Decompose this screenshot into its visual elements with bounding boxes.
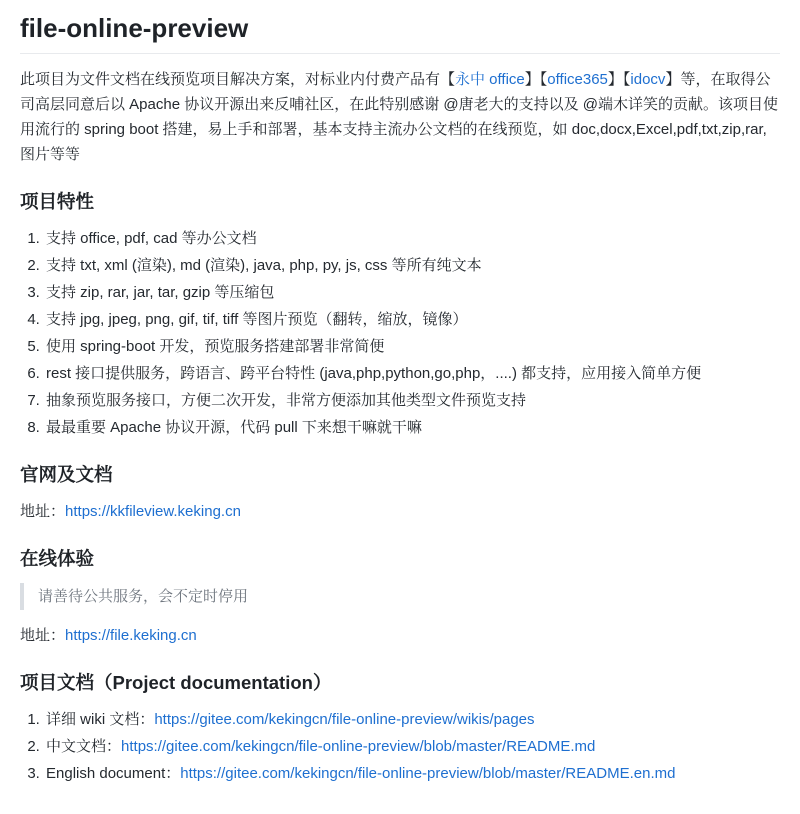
intro-bracket-sep-1: 】【 [524,71,548,88]
feature-item: 3. 支持 zip, rar, jar, tar, gzip 等压缩包 [44,280,780,305]
demo-address-line [20,623,780,648]
demo-note-blockquote [20,583,780,610]
feature-item: 8. 最最重要 Apache 协议开源，代码 pull 下来想干嘛就干嘛 [44,415,780,440]
website-address-line [20,499,780,524]
feature-item: 7. 抽象预览服务接口，方便二次开发，非常方便添加其他类型文件预览支持 [44,388,780,413]
wiki-docs-link[interactable]: https://gitee.com/kekingcn/file-online-preview/wikis/pages [154,711,535,728]
docs-list [20,707,780,786]
intro-paragraph [20,67,780,167]
doc-link-item [44,734,780,759]
features-heading: 项目特性 [20,191,95,212]
features-list [20,226,780,440]
intro-text-after: 】等，在取得公司高层同意后以 Apache 协议开源出来反哺社区，在此特别感谢 @唐老大的支持以及 @端木详笑的贡献。该项目使用流行的 spring boot 搭建，易上手和部署，基本支持主流办公文档的在线预览，如 doc,docx,Excel,pdf,txt,zip,rar, 图片等等 [20,71,779,163]
feature-item: 5. 使用 spring-boot 开发，预览服务搭建部署非常简便 [44,334,780,359]
feature-item: 4. 支持 jpg, jpeg, png, gif, tif, tiff 等图片预览（翻转，缩放，镜像） [44,307,780,332]
feature-item: 6. rest 接口提供服务，跨语言、跨平台特性 (java,php,python,go,php，....) 都支持，应用接入简单方便 [44,361,780,386]
link-office365[interactable]: office365 [547,71,608,88]
doc-link-item [44,707,780,732]
doc-link-label: English document： [46,765,181,782]
link-yozo-office[interactable]: 永中 office [455,71,525,88]
doc-link-item [44,761,780,786]
english-readme-link[interactable]: https://gitee.com/kekingcn/file-online-preview/blob/master/README.en.md [180,765,676,782]
intro-bracket-sep-2: 】【 [607,71,631,88]
demo-url-link[interactable]: https://file.keking.cn [65,627,197,644]
feature-item: 1. 支持 office, pdf, cad 等办公文档 [44,226,780,251]
intro-text-before: 此项目为文件文档在线预览项目解决方案，对标业内付费产品有【 [20,71,456,88]
website-address-label: 地址： [20,503,66,520]
demo-address-label: 地址： [20,627,66,644]
docs-heading: 项目文档（Project documentation） [20,672,332,693]
demo-heading: 在线体验 [20,548,95,569]
doc-link-label: 中文文档： [46,738,122,755]
feature-item: 2. 支持 txt, xml (渲染), md (渲染), java, php, py, js, css 等所有纯文本 [44,253,780,278]
website-heading: 官网及文档 [20,464,113,485]
website-url-link[interactable]: https://kkfileview.keking.cn [65,503,241,520]
link-idocv[interactable]: idocv [630,71,666,88]
chinese-readme-link[interactable]: https://gitee.com/kekingcn/file-online-preview/blob/master/README.md [121,738,596,755]
demo-note-text: 请善待公共服务，会不定时停用 [38,588,249,605]
doc-link-label: 详细 wiki 文档： [46,711,155,728]
page-title: file-online-preview [20,12,780,54]
